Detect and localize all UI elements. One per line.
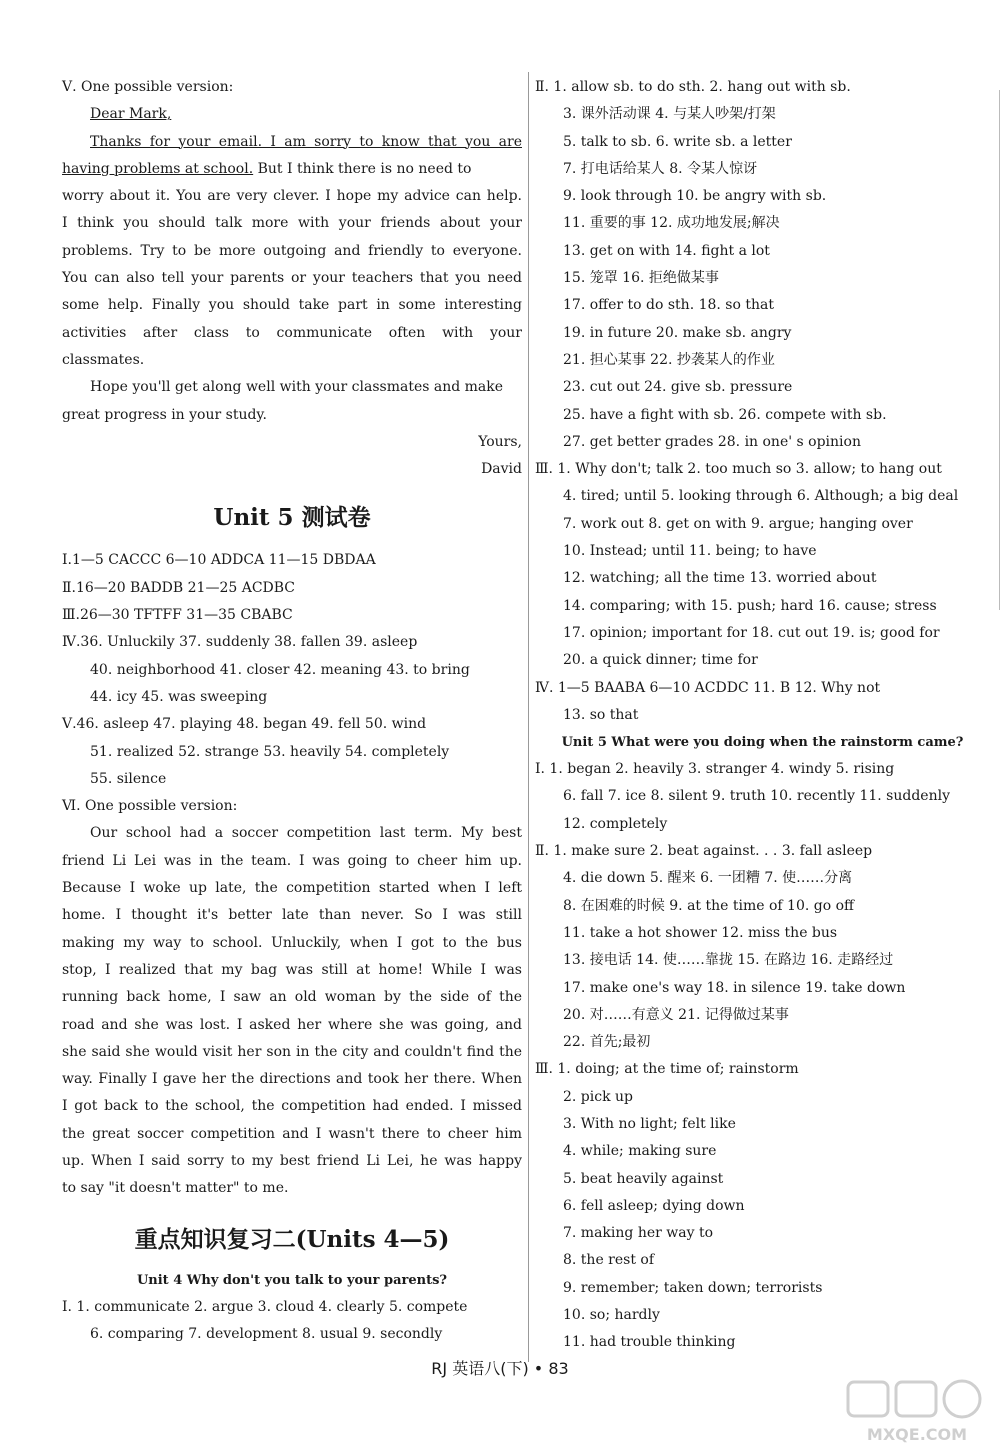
letter-underlined-text: Thanks for your email. I am sorry to know that you are xyxy=(90,133,522,150)
answer-line: Ⅴ.46. asleep 47. playing 48. began 49. fell 50. wind xyxy=(62,716,427,733)
answer-line: Ⅰ. 1. communicate 2. argue 3. cloud 4. clearly 5. compete xyxy=(62,1298,468,1315)
letter-text: But I think there is no need to xyxy=(253,160,472,177)
unit4-subtitle: Unit 4 Why don't you talk to your parents? xyxy=(136,1272,448,1288)
right-column xyxy=(535,74,990,1357)
answer-line: 55. silence xyxy=(90,770,167,787)
answer-line: Ⅱ. 1. make sure 2. beat against. . . 3. fall asleep xyxy=(535,843,873,860)
letter-line: I think you should talk more with your friends about your xyxy=(62,215,522,232)
answer-line: 13. 接电话 14. 使……靠拢 15. 在路边 16. 走路经过 xyxy=(563,952,894,969)
essay-line: to say "it doesn't matter" to me. xyxy=(62,1180,289,1197)
essay-line: up. When I said sorry to my best friend Li Lei, he was happy xyxy=(62,1152,522,1169)
review-title: 重点知识复习二(Units 4—5) xyxy=(134,1225,450,1253)
answer-line: 21. 担心某事 22. 抄袭某人的作业 xyxy=(563,351,775,368)
essay-line: friend Li Lei was in the team. I was going to cheer him up. xyxy=(62,852,522,869)
essay-line: stop, I realized that my bag was still at home! While I was xyxy=(62,961,522,978)
letter-line: You can also tell your parents or your teachers that you need xyxy=(62,270,522,287)
letter-line: great progress in your study. xyxy=(62,406,267,423)
answer-line: 11. had trouble thinking xyxy=(563,1334,736,1351)
column-divider xyxy=(528,72,529,1362)
answer-line: 5. talk to sb. 6. write sb. a letter xyxy=(563,133,792,150)
answer-line: 7. work out 8. get on with 9. argue; hanging over xyxy=(563,515,913,532)
left-column xyxy=(62,74,522,1348)
essay-line: running back home, I saw an old woman by the side of the xyxy=(62,989,522,1006)
essay-line: way. Finally I gave her the directions and took her there. When xyxy=(62,1071,522,1088)
answer-line: 23. cut out 24. give sb. pressure xyxy=(563,379,793,396)
answer-line: 3. 课外活动课 4. 与某人吵架/打架 xyxy=(563,106,776,123)
answer-line: Ⅲ. 1. Why don't; talk 2. too much so 3. allow; to hang out xyxy=(535,461,942,478)
watermark-text: MXQE.COM xyxy=(866,1425,968,1444)
answer-line: Ⅱ.16—20 BADDB 21—25 ACDBC xyxy=(62,579,296,596)
answer-line: 27. get better grades 28. in one' s opinion xyxy=(563,433,861,450)
answer-line: 22. 首先;最初 xyxy=(563,1034,651,1051)
letter-line: some help. Finally you should take part in some interesting xyxy=(62,297,522,314)
unit5-subtitle: Unit 5 What were you doing when the rainstorm came? xyxy=(561,735,964,751)
answer-line: 10. Instead; until 11. being; to have xyxy=(563,543,817,560)
answer-line: Ⅳ. 1—5 BAABA 6—10 ACDDC 11. B 12. Why not xyxy=(535,679,881,696)
letter-line xyxy=(34,156,522,183)
answer-line: 5. beat heavily against xyxy=(563,1170,724,1187)
essay-line: Because I woke up late, the competition started when I left xyxy=(62,880,522,897)
answer-line: 12. watching; all the time 13. worried about xyxy=(563,570,877,587)
answer-line: 19. in future 20. make sb. angry xyxy=(563,324,792,341)
essay-line: making my way to school. Unluckily, when I got to the bus xyxy=(62,934,522,951)
answer-line: 4. tired; until 5. looking through 6. Although; a big deal xyxy=(563,488,959,505)
essay-line: she said she would visit her son in the city and couldn't find the xyxy=(62,1043,522,1060)
letter-greeting: Dear Mark, xyxy=(90,106,172,123)
answer-line: 6. comparing 7. development 8. usual 9. secondly xyxy=(90,1325,443,1342)
answer-line: 4. die down 5. 醒来 6. 一团糟 7. 使……分离 xyxy=(563,870,853,887)
answer-line: 20. a quick dinner; time for xyxy=(563,652,758,669)
answer-line: 8. the rest of xyxy=(563,1252,655,1269)
answer-line: 17. make one's way 18. in silence 19. take down xyxy=(563,979,906,996)
letter-line: Hope you'll get along well with your classmates and make xyxy=(90,379,504,396)
answer-line: 4. while; making sure xyxy=(563,1143,717,1160)
watermark-stamp-icon xyxy=(842,1378,992,1448)
essay-line: Our school had a soccer competition last term. My best xyxy=(90,825,522,842)
answer-line: Ⅰ. 1. began 2. heavily 3. stranger 4. windy 5. rising xyxy=(535,761,895,778)
unit5-answers xyxy=(62,547,522,793)
letter-line: problems. Try to be more outgoing and friendly to everyone. xyxy=(62,242,522,259)
page-edge xyxy=(995,90,1000,610)
answer-line: 11. take a hot shower 12. miss the bus xyxy=(563,924,838,941)
essay-line: home. I thought it's better late than never. So I was still xyxy=(62,907,522,924)
answer-line: 12. completely xyxy=(563,815,668,832)
answer-line: 15. 笼罩 16. 拒绝做某事 xyxy=(563,270,719,287)
answer-line: Ⅳ.36. Unluckily 37. suddenly 38. fallen 39. asleep xyxy=(62,634,418,651)
letter-signature: David xyxy=(481,461,522,478)
answer-line: 11. 重要的事 12. 成功地发展;解决 xyxy=(563,215,780,232)
essay-line: I got back to the school, the competition had ended. I missed xyxy=(62,1098,522,1115)
answer-line: 44. icy 45. was sweeping xyxy=(90,688,268,705)
letter-underlined-text: having problems at school. xyxy=(62,160,254,177)
section-5-label: Ⅴ. One possible version: xyxy=(62,79,234,95)
answer-line: 13. so that xyxy=(563,706,639,723)
answer-line: 17. opinion; important for 18. cut out 19. is; good for xyxy=(563,624,940,641)
answer-line: 6. fell asleep; dying down xyxy=(563,1197,745,1214)
answer-line: 7. making her way to xyxy=(563,1225,714,1242)
letter-closing: Yours, xyxy=(478,433,522,450)
unit5-test-title: Unit 5 测试卷 xyxy=(213,504,371,532)
section-6-label: Ⅵ. One possible version: xyxy=(62,798,238,815)
essay-line: road and she was lost. I asked her where she was going, and xyxy=(62,1016,522,1033)
answer-line: 9. remember; taken down; terrorists xyxy=(563,1279,823,1296)
answer-line: 13. get on with 14. fight a lot xyxy=(563,242,770,259)
letter-line xyxy=(62,129,522,156)
answer-line: 25. have a fight with sb. 26. compete with sb. xyxy=(563,406,887,423)
answer-line: 9. look through 10. be angry with sb. xyxy=(563,188,827,205)
letter-line: worry about it. You are very clever. I hope my advice can help. xyxy=(62,188,522,205)
answer-line: Ⅲ.26—30 TFTFF 31—35 CBABC xyxy=(62,607,293,624)
answer-line: 2. pick up xyxy=(563,1088,633,1105)
answer-line: 8. 在困难的时候 9. at the time of 10. go off xyxy=(563,897,854,914)
answer-line: 10. so; hardly xyxy=(563,1307,660,1324)
answer-line: 51. realized 52. strange 53. heavily 54. completely xyxy=(90,743,450,760)
answer-line: 3. With no light; felt like xyxy=(563,1115,736,1132)
answer-line: 20. 对……有意义 21. 记得做过某事 xyxy=(563,1006,789,1023)
answer-line: Ⅱ. 1. allow sb. to do sth. 2. hang out with sb. xyxy=(535,79,851,95)
page-footer: RJ 英语八(下) • 83 xyxy=(431,1359,569,1378)
answer-line: 7. 打电话给某人 8. 令某人惊讶 xyxy=(563,160,758,177)
essay-line: the great soccer competition and I wasn't there to cheer him xyxy=(62,1125,522,1142)
answer-line: 40. neighborhood 41. closer 42. meaning 43. to bring xyxy=(90,661,470,678)
answer-line: Ⅲ. 1. doing; at the time of; rainstorm xyxy=(535,1061,799,1078)
answer-line: Ⅰ.1—5 CACCC 6—10 ADDCA 11—15 DBDAA xyxy=(62,552,376,569)
answer-line: 6. fall 7. ice 8. silent 9. truth 10. recently 11. suddenly xyxy=(563,788,950,805)
answer-line: 14. comparing; with 15. push; hard 16. cause; stress xyxy=(563,597,937,614)
letter-line: activities after class to communicate often with your classmates. xyxy=(62,324,522,368)
answer-line: 17. offer to do sth. 18. so that xyxy=(563,297,774,314)
